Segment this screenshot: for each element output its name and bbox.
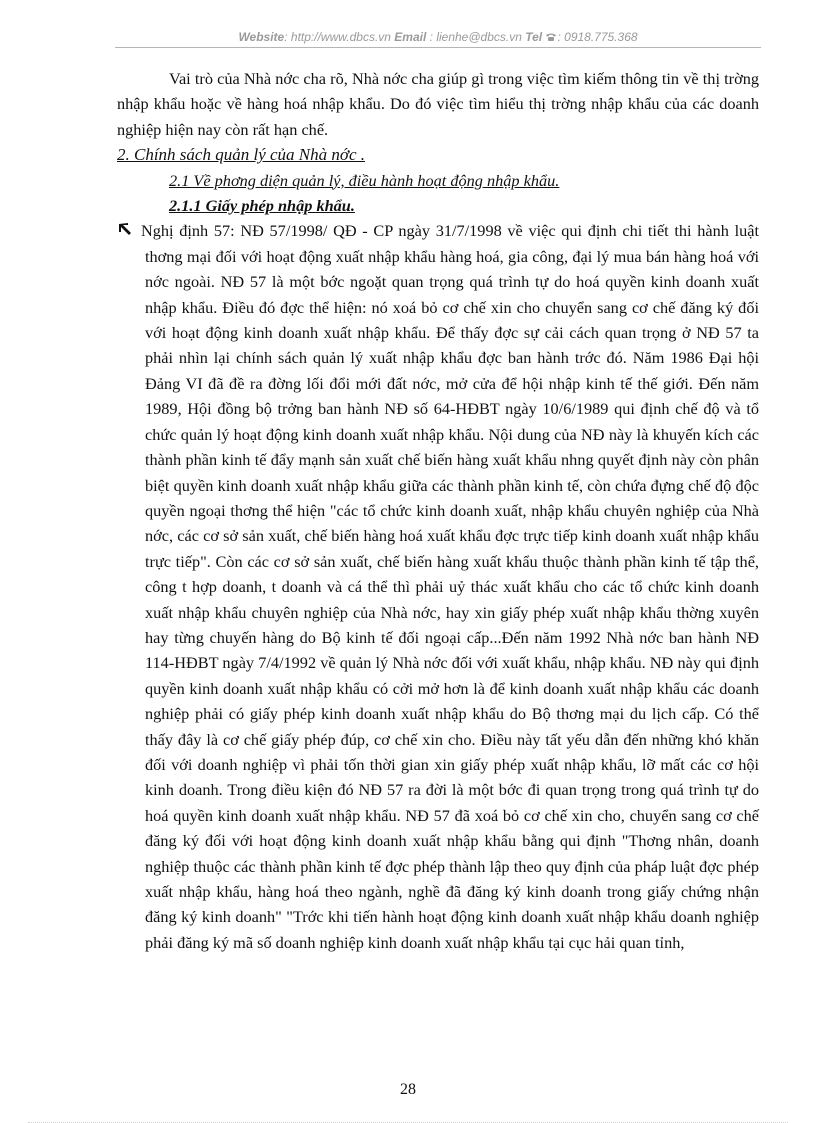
- phone-icon: [545, 32, 557, 42]
- tel-label: Tel: [525, 30, 543, 44]
- section-heading-2-1: 2.1 Về phơng diện quản lý, điều hành hoạt động nhập khẩu.: [169, 170, 560, 190]
- website-value: : http://www.dbcs.vn: [284, 30, 391, 44]
- header-divider: [115, 47, 761, 48]
- intro-paragraph: Vai trò của Nhà nớc cha rõ, Nhà nớc cha giúp gì trong việc tìm kiếm thông tin về thị trờng nhập khẩu hoặc về hàng hoá nhập khẩu. Do đó việc tìm hiểu thị trờng nhập khẩu của các doanh nghiệp hiện nay còn rất hạn chế.: [117, 69, 759, 139]
- main-paragraph-text: Nghị định 57: NĐ 57/1998/ QĐ - CP ngày 31/7/1998 về việc qui định chi tiết thi hành luật thơng mại đối với hoạt động xuất nhập khẩu hàng hoá, gia công, đại lý mua bán hàng hoá với nớc ngoài. NĐ 57 là một bớc ngoặt quan trọng quá trình tự do hoá quyền kinh doanh xuất nhập khẩu. Điều đó đợc thể hiện: nó xoá bỏ cơ chế xin cho chuyển sang cơ chế đăng ký đối với hoạt động kinh doanh xuất nhập khẩu. Để thấy đợc sự cải cách quan trọng ở NĐ 57 ta phải nhìn lại chính sách quản lý xuất nhập khẩu đợc ban hành trớc đó. Năm 1986 Đại hội Đảng VI đã đề ra đờng lối đổi mới đất nớc, mở cửa để hội nhập kinh tế thế giới. Đến năm 1989, Hội đồng bộ trởng ban hành NĐ số 64-HĐBT ngày 10/6/1989 qui định chế độ và tổ chức quản lý hoạt động kinh doanh xuất nhập khẩu. Nội dung của NĐ này là khuyến kích các thành phần kinh tế đẩy mạnh sản xuất chế biến hàng xuất khẩu nhng quyết định này còn phân biệt quyền kinh doanh xuất nhập khẩu giữa các thành phần kinh tế, còn chứa đựng chế độ độc quyền ngoại thơng thể hiện "các tổ chức kinh doanh xuất, nhập khẩu chuyên nghiệp của Nhà nớc, các cơ sở sản xuất, chế biến hàng hoá xuất khẩu đợc trực tiếp kinh doanh xuất nhập khẩu trực tiếp". Còn các cơ sở sản xuất, chế biến hàng xuất khẩu thuộc thành phần kinh tế tập thể, công t hợp doanh, t doanh và cá thể thì phải uỷ thác xuất khẩu cho các tổ chức kinh doanh xuất nhập khẩu chuyên nghiệp của Nhà nớc, hay xin giấy phép xuất nhập khẩu thờng xuyên hay từng chuyến hàng do Bộ kinh tế đối ngoại cấp...Đến năm 1992 Nhà nớc ban hành NĐ 114-HĐBT ngày 7/4/1992 về quản lý Nhà nớc đối với xuất khẩu, nhập khẩu. NĐ này qui định quyền kinh doanh xuất nhập khẩu có cởi mở hơn là để kinh doanh xuất nhập khẩu các doanh nghiệp phải có giấy phép kinh doanh xuất nhập khẩu do Bộ thơng mại du lịch cấp. Có thể thấy đây là cơ chế giấy phép đúp, cơ chế xin cho. Điều này tất yếu dẫn đến những khó khăn đối với doanh nghiệp vì phải tốn thời gian xin giấy phép xuất nhập khẩu, lỡ mất các cơ hội kinh doanh. Trong điều kiện đó NĐ 57 ra đời là một bớc đi quan trọng trong quá trình tự do hoá quyền kinh doanh xuất nhập khẩu. NĐ 57 đã xoá bỏ cơ chế xin cho, chuyển sang cơ chế đăng ký đối với hoạt động kinh doanh xuất nhập khẩu bằng qui định "Thơng nhân, doanh nghiệp thuộc các thành phần kinh tế đợc phép thành lập theo quy định của pháp luật đợc phép xuất nhập khẩu, hàng hoá theo ngành, nghề đã đăng ký kinh doanh trong giấy chứng nhận đăng ký kinh doanh" "Trớc khi tiến hành hoạt động kinh doanh xuất nhập khẩu doanh nghiệp phải đăng ký mã số doanh nghiệp kinh doanh xuất nhập khẩu tại cục hải quan tỉnh,: [141, 221, 759, 952]
- section-heading-2: 2. Chính sách quản lý của Nhà nớc .: [117, 145, 365, 165]
- page-header: [115, 30, 761, 44]
- main-paragraph: [117, 218, 759, 955]
- hand-pointer-icon: [117, 222, 135, 238]
- website-label: Website: [238, 30, 285, 44]
- document-body: [117, 66, 759, 955]
- section-heading-2-1-1: 2.1.1 Giấy phép nhập khẩu.: [169, 196, 355, 216]
- email-value: : lienhe@dbcs.vn: [429, 30, 522, 44]
- page-number: 28: [400, 1081, 416, 1098]
- tel-value: : 0918.775.368: [557, 30, 638, 44]
- email-label: Email: [394, 30, 427, 44]
